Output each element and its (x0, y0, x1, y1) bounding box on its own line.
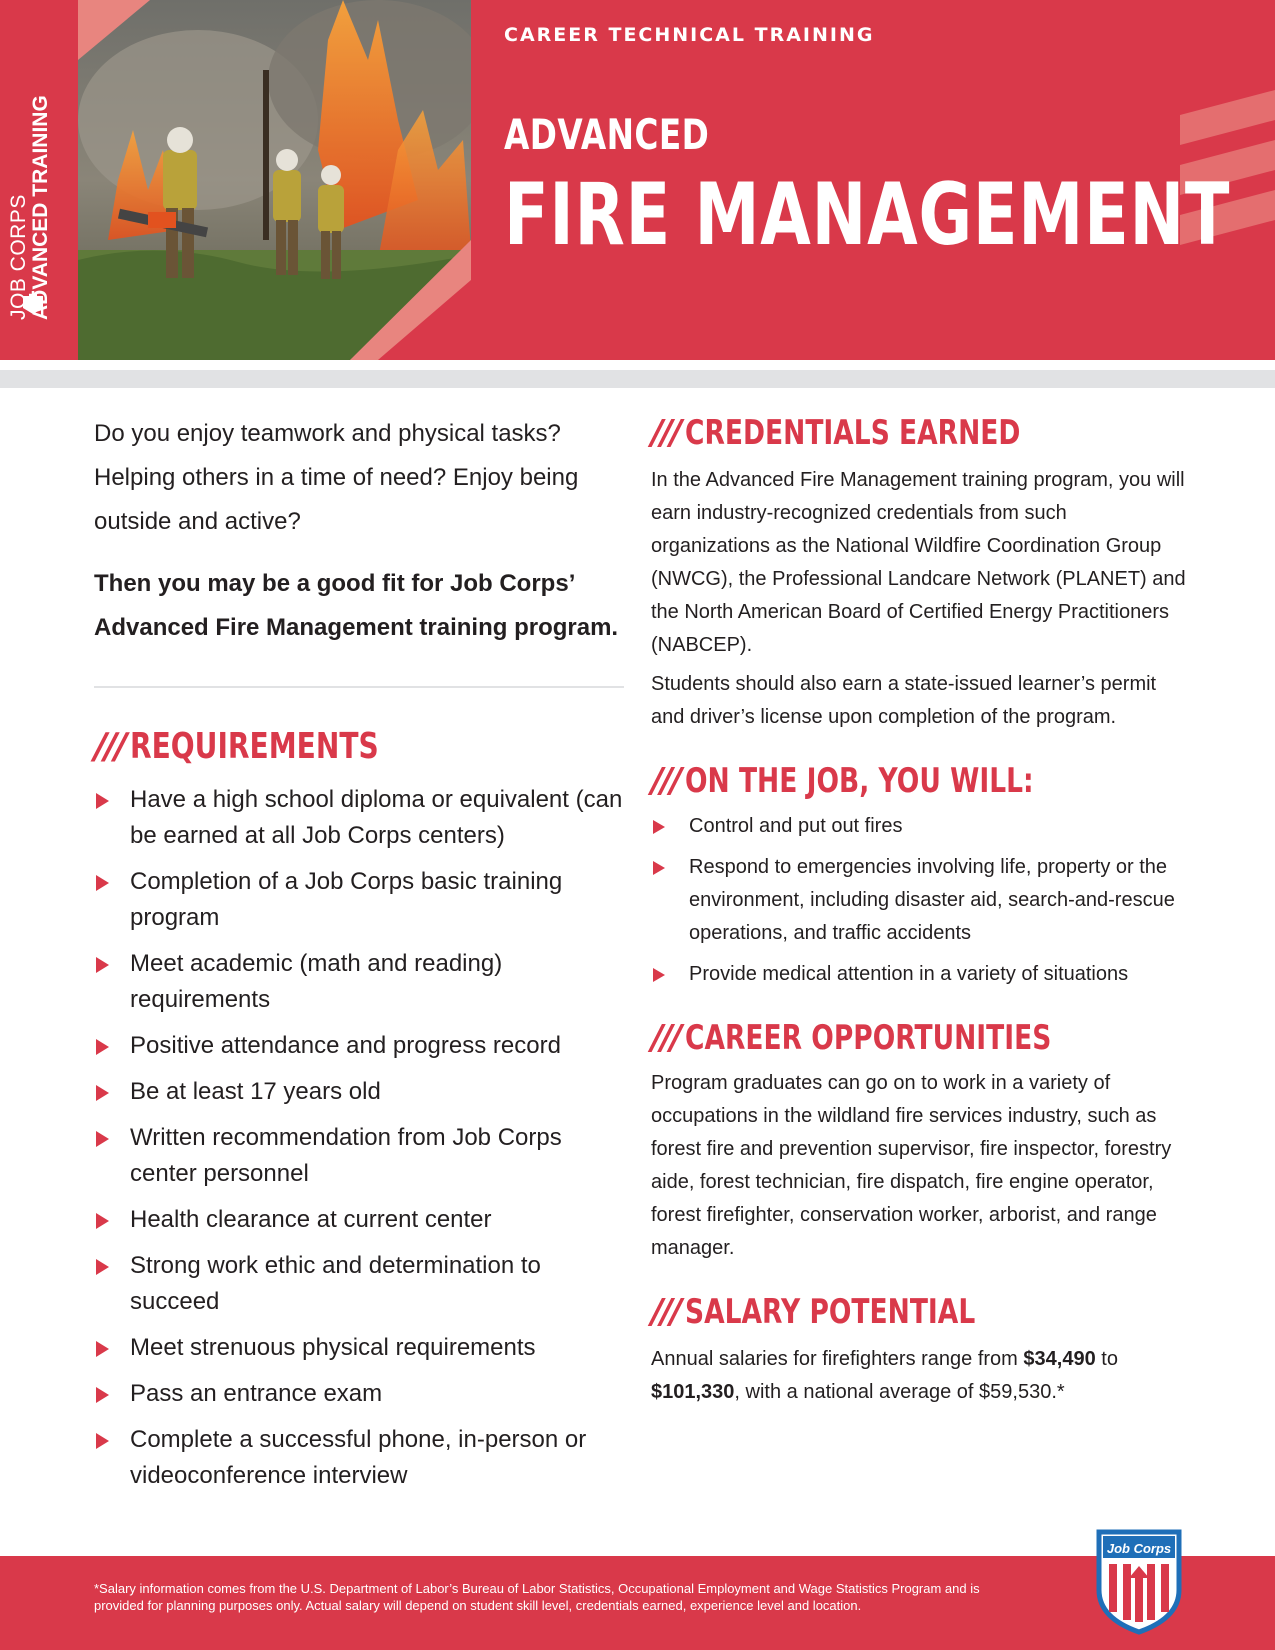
heading-text: ON THE JOB, YOU WILL: (685, 761, 1034, 801)
heading-text: CREDENTIALS EARNED (685, 413, 1021, 453)
list-item (94, 1028, 624, 1064)
title-advanced: ADVANCED (504, 110, 710, 159)
bullet-arrow-icon (653, 820, 665, 834)
salary-post: , with a national average of $59,530.* (734, 1381, 1065, 1403)
list-item (94, 1202, 624, 1238)
list-item (94, 1376, 624, 1412)
list-item (94, 946, 624, 1018)
credentials-paragraph-1: In the Advanced Fire Management training program, you will earn industry-recognized credentials from such organizations as the National Wildfire Coordination Group (NWCG), the Professional Landcare Network (PLANET) and the North American Board of Certified Energy Practitioners (NABCEP). (651, 469, 1186, 656)
header-banner (0, 0, 1275, 360)
bullet-arrow-icon (96, 1131, 109, 1147)
list-item (651, 958, 1191, 991)
bullet-arrow-icon (96, 1433, 109, 1449)
list-item-text: Positive attendance and progress record (130, 1032, 561, 1059)
on-the-job-heading (651, 760, 1191, 802)
brand-line1: JOB CORPS (7, 194, 30, 320)
list-item-text: Have a high school diploma or equivalent (can be earned at all Job Corps centers) (130, 786, 623, 849)
list-item (94, 864, 624, 936)
credentials-paragraph-2: Students should also earn a state-issued learner’s permit and driver’s license upon completion of the program. (651, 673, 1157, 728)
heading-slashes: /// (651, 1292, 680, 1332)
heading-slashes: /// (651, 413, 680, 453)
left-column (94, 412, 624, 1504)
salary-pre: Annual salaries for firefighters range from (651, 1348, 1024, 1370)
list-item (94, 1330, 624, 1366)
list-item (94, 1248, 624, 1320)
salary-paragraph (651, 1343, 1191, 1409)
intro-question: Do you enjoy teamwork and physical tasks? Helping others in a time of need? Enjoy being outside and active? (94, 420, 579, 535)
career-heading (651, 1017, 1191, 1059)
career-paragraph: Program graduates can go on to work in a variety of occupations in the wildland fire services industry, such as forest fire and prevention supervisor, fire inspector, forestry aide, forest technician, fire dispatch, fire engine operator, forest firefighter, conservation worker, arborist, and range manager. (651, 1072, 1172, 1259)
credentials-heading (651, 412, 1191, 454)
bullet-arrow-icon (96, 1259, 109, 1275)
heading-slashes: /// (94, 725, 125, 767)
list-item-text: Complete a successful phone, in-person or videoconference interview (130, 1426, 587, 1489)
salary-mid: to (1095, 1348, 1118, 1370)
job-corps-badge-icon (1093, 1526, 1185, 1636)
header-kicker: CAREER TECHNICAL TRAINING (504, 24, 875, 46)
right-column (651, 412, 1191, 1409)
salary-heading (651, 1291, 1191, 1333)
heading-text: REQUIREMENTS (130, 725, 380, 767)
list-item-text: Provide medical attention in a variety of situations (689, 963, 1129, 985)
bullet-arrow-icon (653, 968, 665, 982)
brand-line2: ADVANCED TRAINING (29, 95, 52, 320)
heading-text: SALARY POTENTIAL (685, 1292, 976, 1332)
salary-footnote: *Salary information comes from the U.S. Department of Labor’s Bureau of Labor Statistics, Occupational Employment and Wage Statistics Program and is provided for planning purposes only. Actual salary will depend on student skill level, credentials earned, experience level and location. (94, 1581, 980, 1613)
heading-slashes: /// (651, 1018, 680, 1058)
gray-divider-band (0, 370, 1275, 388)
list-item-text: Be at least 17 years old (130, 1078, 381, 1105)
heading-slashes: /// (651, 761, 680, 801)
header-title-area (471, 0, 1275, 360)
bullet-arrow-icon (96, 793, 109, 809)
on-the-job-list (651, 810, 1191, 991)
list-item-text: Written recommendation from Job Corps center personnel (130, 1124, 562, 1187)
list-item (651, 810, 1191, 843)
list-item (94, 1422, 624, 1494)
list-item-text: Respond to emergencies involving life, property or the environment, including disaster aid, search-and-rescue operations, and traffic accidents (689, 856, 1175, 944)
bullet-arrow-icon (96, 1213, 109, 1229)
requirements-heading (94, 724, 624, 768)
list-item-text: Health clearance at current center (130, 1206, 492, 1233)
bullet-arrow-icon (653, 861, 665, 875)
bullet-arrow-icon (96, 1039, 109, 1055)
list-item-text: Pass an entrance exam (130, 1380, 383, 1407)
list-item (94, 1120, 624, 1192)
intro-bold-statement: Then you may be a good fit for Job Corps’ Advanced Fire Management training program. (94, 570, 619, 641)
list-item-text: Control and put out fires (689, 815, 903, 837)
salary-low: $34,490 (1023, 1348, 1096, 1370)
list-item-text: Completion of a Job Corps basic training program (130, 868, 563, 931)
list-item (94, 1074, 624, 1110)
list-item (651, 851, 1191, 950)
badge-text: Job Corps (1106, 1541, 1172, 1556)
page-title: FIRE MANAGEMENT (504, 165, 1231, 265)
bullet-arrow-icon (96, 957, 109, 973)
heading-text: CAREER OPPORTUNITIES (685, 1018, 1052, 1058)
list-item-text: Meet academic (math and reading) requirements (130, 950, 503, 1013)
list-item-text: Strong work ethic and determination to succeed (130, 1252, 541, 1315)
bullet-arrow-icon (96, 1387, 109, 1403)
list-item-text: Meet strenuous physical requirements (130, 1334, 536, 1361)
list-item (94, 782, 624, 854)
bullet-arrow-icon (96, 875, 109, 891)
bullet-arrow-icon (96, 1085, 109, 1101)
requirements-list (94, 782, 624, 1494)
bullet-arrow-icon (96, 1341, 109, 1357)
section-divider (94, 686, 624, 688)
salary-high: $101,330 (651, 1381, 735, 1403)
